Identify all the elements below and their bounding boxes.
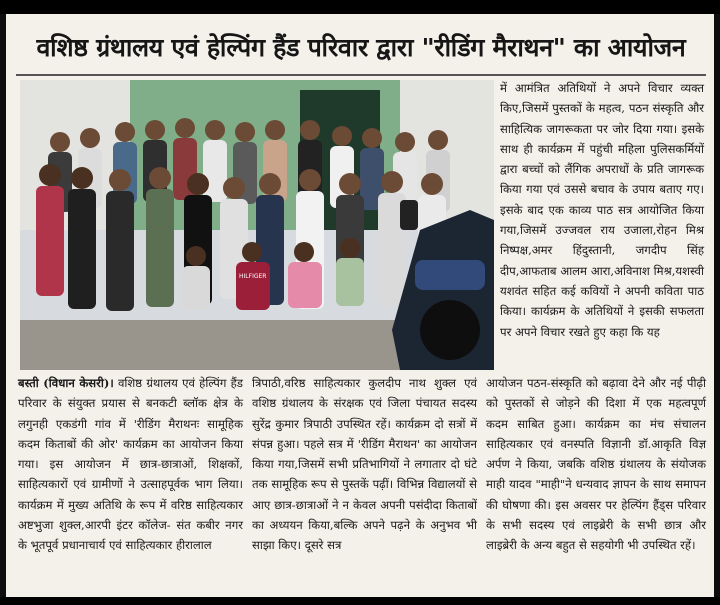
group-photo [20, 80, 494, 370]
top-black-border [0, 0, 720, 14]
group-photo-illustration [20, 80, 494, 370]
headline-rule [16, 74, 706, 76]
bottom-black-border [0, 597, 720, 605]
dateline: बस्ती (विधान केसरी)। [18, 376, 114, 390]
article-text-right-top: में आमंत्रित अतिथियों ने अपने विचार व्यक्त किए,जिसमें पुस्तकों के महत्व, पठन संस्कृति और साहित्यिक जागरूकता पर जोर दिया गया। इसके साथ ही कार्यक्रम में पहुंची महिला पुलिसकर्मियों द्वारा बच्चों को लैंगिक अपराधों के प्रति जागरूक किया गया एवं उससे बचाव के उपाय बताए गए। इसके बाद एक काव्य पाठ सत्र आयोजित किया गया,जिसमें उज्जवल राय उजाला,रोहन मिश्र निष्पक्ष,अमर हिंदुस्तानी, जगदीप सिंह दीप,आफताब आलम आरा,अविनाश मिश्र,यशस्वी यशवंत सहित कई कवियों ने अपनी कविता पाठ किया। कार्यक्रम के अतिथियों ने इसकी सफलता पर अपने विचार रखते हुए कहा कि यह [500, 81, 704, 339]
headline: वशिष्ठ ग्रंथालय एवं हेल्पिंग हैंड परिवार द्वारा "रीडिंग मैराथन" का आयोजन [36, 33, 686, 62]
article-text-col2: त्रिपाठी,वरिष्ठ साहित्यकार कुलदीप नाथ शुक्ल एवं वशिष्ठ ग्रंथालय के संरक्षक एवं जिला पंचायत सदस्य सुरेंद्र कुमार त्रिपाठी उपस्थित रहें। कार्यक्रम दो सत्रों में संपन्न हुआ। पहले सत्र में 'रीडिंग मैराथन' का आयोजन किया गया,जिसमें सभी प्रतिभागियों ने लगातार दो घंटे तक सामूहिक रूप से पुस्तकें पढ़ीं। विभिन्न विद्यालयों से आए छात्र-छात्राओं ने न केवल अपनी पसंदीदा किताबों का अध्ययन किया,बल्कि अपने पढ़ने के अनुभव भी साझा किए। दूसरे सत्र [252, 376, 477, 553]
motorcycle [392, 200, 494, 370]
article-column-3 [486, 373, 706, 556]
article-text-col3: आयोजन पठन-संस्कृति को बढ़ावा देने और नई पीढ़ी को पुस्तकों से जोड़ने की दिशा में एक महत्वपूर्ण कदम साबित हुआ। कार्यक्रम का मंच संचालन साहित्यकार एवं वनस्पति विज्ञानी डॉ.आकृति विज्ञ अर्पण ने किया, जबकि वशिष्ठ ग्रंथालय के संयोजक माही यादव "माही"ने धन्यवाद ज्ञापन के साथ समापन की घोषणा की। इस अवसर पर हेल्पिंग हैंड्स परिवार के सभी सदस्य एवं लाइब्रेरी के सभी छात्र और लाइब्रेरी के अन्य बहुत से सहयोगी भी उपस्थित रहें। [486, 376, 706, 553]
article-text-col1: वशिष्ठ ग्रंथालय एवं हेल्पिंग हैंड परिवार के संयुक्त प्रयास से बनकटी ब्लॉक क्षेत्र के लगुनही एकडंगी गांव में 'रीडिंग मैराथनः सामूहिक कदम किताबों की ओर' कार्यक्रम का आयोजन किया गया। इस आयोजन में छात्र-छात्राओं, शिक्षकों, साहित्यकारों एवं ग्रामीणों ने उत्साहपूर्वक भाग लिया। कार्यक्रम में मुख्य अतिथि के रूप में वरिष्ठ साहित्यकार अष्टभुजा शुक्ल,आरपी इंटर कॉलेज- संत कबीर नगर के भूतपूर्व प्रधानाचार्य एवं साहित्यकार हीरालाल [18, 376, 243, 553]
article-column-right-top [500, 78, 704, 342]
shirt-text: HILFIGER [239, 273, 267, 280]
article-column-2 [252, 373, 477, 556]
newspaper-clipping [6, 14, 714, 597]
article-column-1 [18, 373, 243, 556]
